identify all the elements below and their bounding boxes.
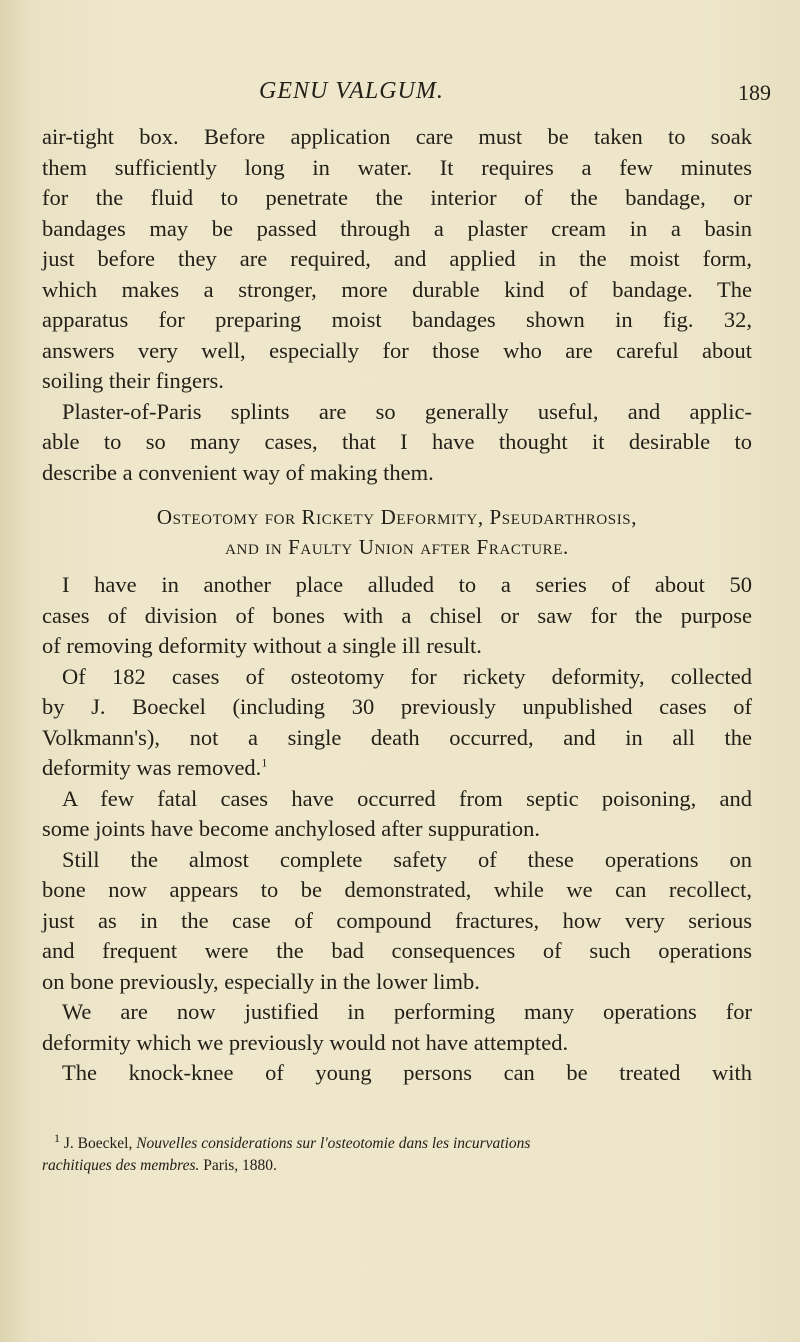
text-line: A few fatal cases have occurred from septic poisoning, and	[62, 785, 752, 811]
text-line: able to so many cases, that I have thought it desirable to	[42, 429, 752, 454]
text-line: some joints have become anchylosed after suppuration.	[42, 816, 540, 841]
text-line: by J. Boeckel (including 30 previously unpublished cases of	[42, 694, 752, 719]
text-line	[42, 753, 752, 784]
text-line: just as in the case of compound fractures, how very serious	[42, 907, 752, 933]
text-line: Volkmann's), not a single death occurred, and in all the	[42, 724, 752, 750]
text-line: Still the almost complete safety of these operations on	[62, 846, 752, 872]
text-line: of removing deformity without a single ill result.	[42, 633, 482, 658]
text-line: deformity which we previously would not have attempted.	[42, 1029, 569, 1055]
text-line: on bone previously, especially in the lower limb.	[42, 968, 480, 994]
footnote-place-date: Paris, 1880.	[203, 1157, 277, 1174]
footnote-title: Nouvelles considerations sur l'osteotomie dans les incurvations	[136, 1135, 531, 1152]
section-heading-line-2: and in Faulty Union after Fracture.	[225, 535, 569, 559]
footnote	[42, 1130, 752, 1177]
text-line: cases of division of bones with a chisel or saw for the purpose	[42, 602, 752, 628]
text-line: bandages may be passed through a plaster cream in a basin	[42, 215, 752, 241]
text-line: We are now justified in performing many operations for	[62, 999, 752, 1024]
running-head: GENU VALGUM.	[259, 78, 444, 104]
text-line: them sufficiently long in water. It requires a few minutes	[42, 154, 752, 180]
footnote-line	[42, 1130, 752, 1155]
text-line: bone now appears to be demonstrated, while we can recollect,	[42, 877, 752, 902]
footnote-line	[42, 1155, 752, 1177]
text-line: Plaster-of-Paris splints are so generally useful, and applic-	[62, 398, 752, 424]
text-line: just before they are required, and applied in the moist form,	[42, 246, 752, 271]
text-line-content: deformity was removed.	[42, 755, 262, 780]
section-heading-line-1: Osteotomy for Rickety Deformity, Pseudarthrosis,	[156, 505, 638, 529]
text-line: I have in another place alluded to a series of about 50	[62, 572, 752, 597]
page-number: 189	[738, 80, 771, 105]
page-header	[0, 78, 800, 112]
text-line: The knock-knee of young persons can be treated with	[62, 1060, 752, 1085]
text-line: which makes a stronger, more durable kind of bandage. The	[42, 276, 752, 302]
text-line: and frequent were the bad consequences of such operations	[42, 938, 752, 963]
text-line: answers very well, especially for those who are careful about	[42, 337, 752, 363]
footnote-reference[interactable]: 1	[261, 755, 268, 770]
text-line: Of 182 cases of osteotomy for rickety deformity, collected	[62, 663, 752, 689]
body-text	[42, 122, 752, 1089]
footnote-author: J. Boeckel,	[63, 1135, 133, 1152]
text-line: apparatus for preparing moist bandages shown in fig. 32,	[42, 307, 752, 332]
text-line: soiling their fingers.	[42, 368, 224, 393]
text-line: describe a convenient way of making them.	[42, 459, 434, 485]
footnote-title-cont: rachitiques des membres.	[42, 1157, 200, 1174]
footnote-marker: 1	[54, 1130, 60, 1145]
text-line: air-tight box. Before application care must be taken to soak	[42, 124, 752, 149]
text-line: for the fluid to penetrate the interior of the bandage, or	[42, 185, 752, 210]
